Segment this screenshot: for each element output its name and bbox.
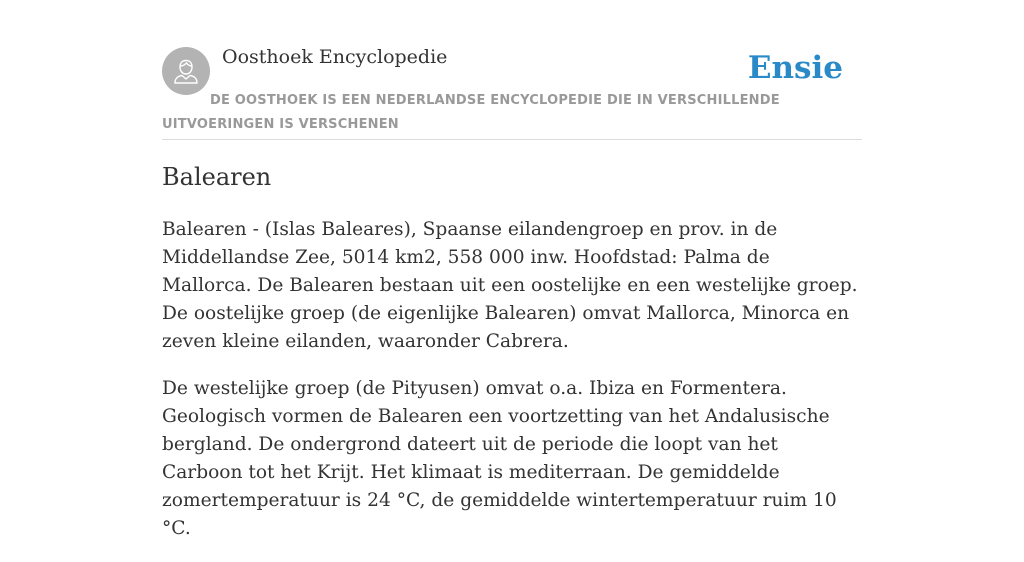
article-paragraph: De westelijke groep (de Pityusen) omvat o.a. Ibiza en Formentera. Geologisch vormen de Balearen een voortzetting van het Andalusische bergland. De ondergrond dateert uit de periode die loopt van het Carboon tot het Krijt. Het klimaat is mediterraan. De gemiddelde zomertemperatuur is 24 °C, de gemiddelde wintertemperatuur ruim 10 °C. [162, 378, 837, 539]
source-avatar[interactable] [162, 47, 210, 95]
article-title: Balearen [162, 163, 272, 191]
user-icon [171, 56, 201, 86]
page-container [162, 0, 862, 539]
article-paragraph: Balearen - (Islas Baleares), Spaanse eilandengroep en prov. in de Middellandse Zee, 5014 km2, 558 000 inw. Hoofdstad: Palma de Mallorca. De Balearen bestaan uit een oostelijke en een westelijke groep. De oostelijke groep (de eigenlijke Balearen) omvat Mallorca, Minorca en zeven kleine eilanden, waaronder Cabrera. [162, 219, 858, 352]
article-body [162, 216, 862, 562]
source-name-link[interactable]: Oosthoek Encyclopedie [222, 46, 448, 68]
source-tagline: DE OOSTHOEK IS EEN NEDERLANDSE ENCYCLOPEDIE DIE IN VERSCHILLENDE UITVOERINGEN IS VERSCHENEN [162, 93, 780, 132]
ensie-logo[interactable]: Ensie [747, 50, 843, 86]
source-header [162, 0, 862, 140]
